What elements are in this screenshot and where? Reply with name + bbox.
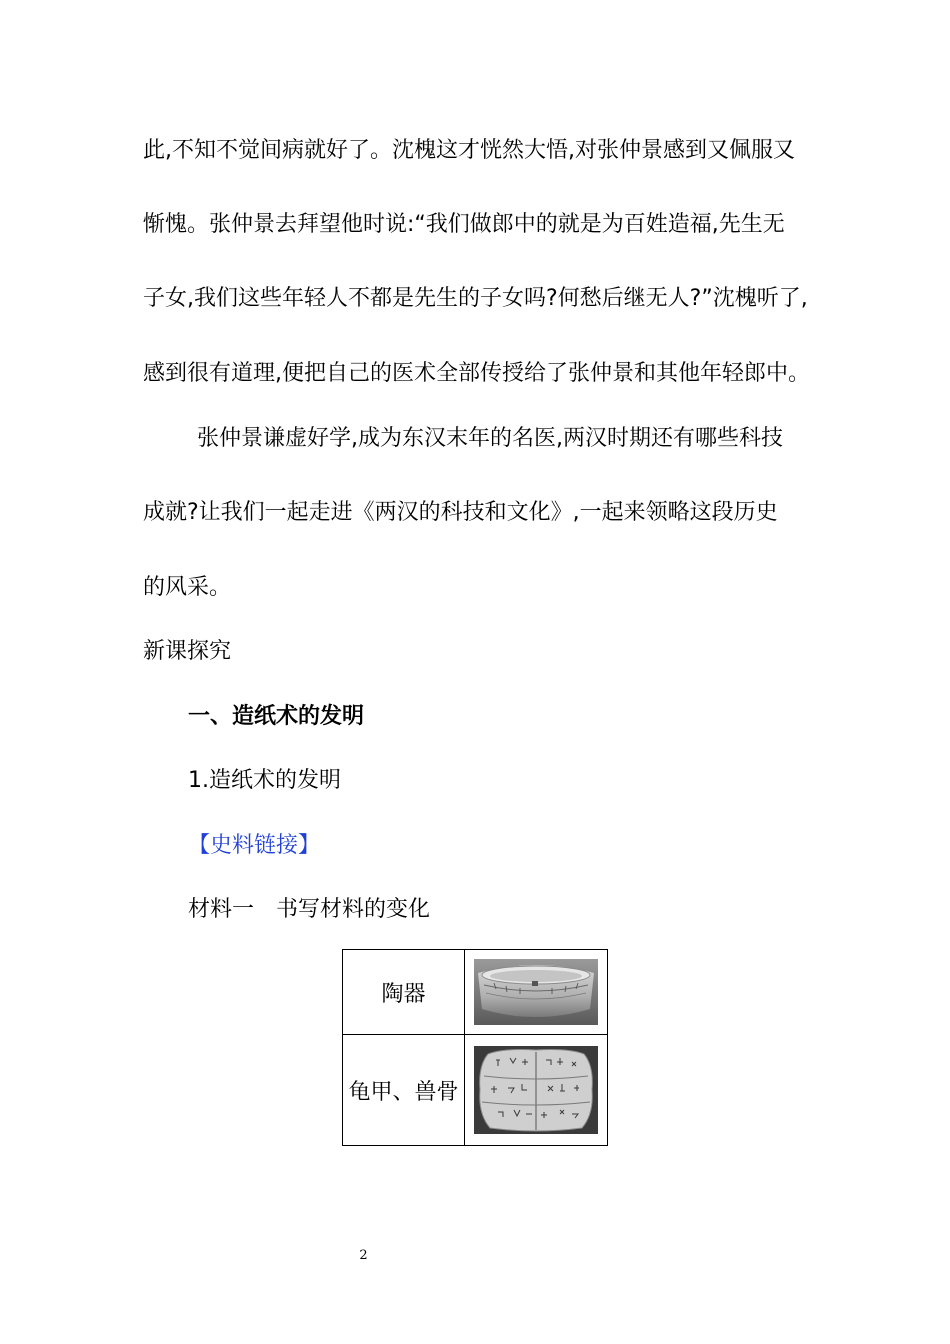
- oracle-bone-photo: [474, 1046, 598, 1134]
- pottery-photo: [474, 959, 598, 1025]
- table-cell-image: [465, 950, 608, 1035]
- source-link-label: 【史料链接】: [188, 833, 321, 858]
- body-line-5: 张仲景谦虚好学,成为东汉末年的名医,两汉时期还有哪些科技: [197, 426, 783, 451]
- sub-heading: 1.造纸术的发明: [188, 768, 341, 793]
- material-title: 材料一 书写材料的变化: [188, 897, 431, 922]
- table-row: [343, 950, 608, 1035]
- body-line-7: 的风采。: [143, 575, 232, 600]
- table-row: [343, 1035, 608, 1146]
- body-line-4: 感到很有道理,便把自己的医术全部传授给了张仲景和其他年轻郎中。: [143, 361, 810, 386]
- writing-materials-table: [342, 949, 608, 1146]
- section-heading: 一、造纸术的发明: [188, 704, 365, 729]
- section-label: 新课探究: [143, 639, 232, 664]
- page-number: 2: [359, 1248, 368, 1263]
- table-cell-label: 陶器: [343, 950, 465, 1035]
- table-cell-label: 龟甲、兽骨: [343, 1035, 465, 1146]
- table-cell-image: [465, 1035, 608, 1146]
- body-line-6: 成就?让我们一起走进《两汉的科技和文化》,一起来领略这段历史: [143, 500, 778, 525]
- body-line-3: 子女,我们这些年轻人不都是先生的子女吗?何愁后继无人?”沈槐听了,: [143, 286, 808, 311]
- body-line-2: 惭愧。张仲景去拜望他时说:“我们做郎中的就是为百姓造福,先生无: [143, 212, 785, 237]
- body-line-1: 此,不知不觉间病就好了。沈槐这才恍然大悟,对张仲景感到又佩服又: [143, 138, 795, 163]
